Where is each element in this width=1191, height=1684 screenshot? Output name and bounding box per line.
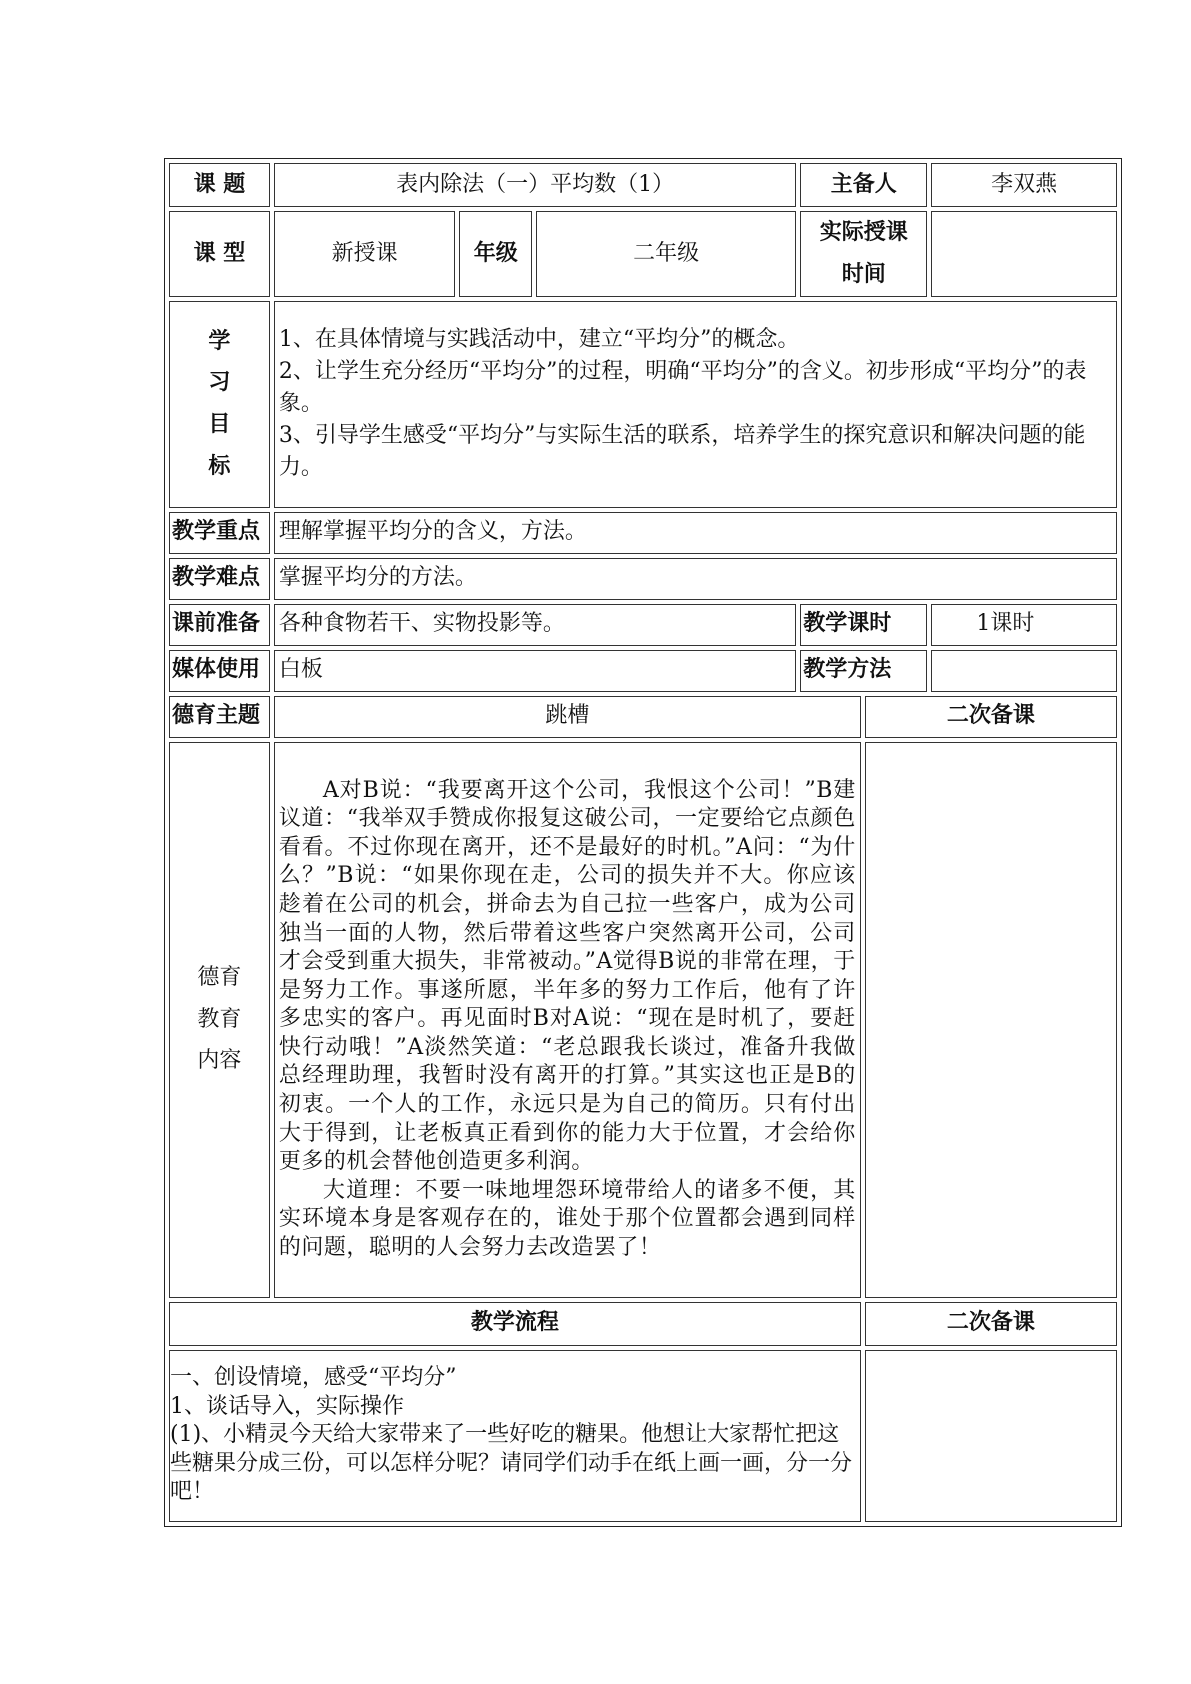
method-label: 教学方法	[800, 650, 927, 692]
objectives-label-char: 学	[208, 328, 231, 354]
moral-theme-value: 跳槽	[274, 696, 861, 738]
moral-second-prep-cell	[865, 742, 1117, 1298]
flow-line: 一、创设情境，感受“平均分”	[170, 1365, 457, 1391]
moral-theme-label: 德育主题	[169, 696, 270, 738]
actual-time-value	[931, 211, 1117, 297]
actual-time-label-line-2: 时间	[841, 261, 886, 287]
objectives-label-char: 习	[208, 370, 231, 396]
actual-time-label-line-1: 实际授课	[819, 220, 908, 245]
key-point-row	[169, 512, 1117, 554]
objective-item: 3、引导学生感受“平均分”与实际生活的联系，培养学生的探究意识和解决问题的能力。	[278, 423, 1086, 480]
moral-content-row	[169, 742, 1117, 1298]
moral-content-label-line: 教育	[197, 1006, 242, 1032]
second-prep-label: 二次备课	[865, 696, 1117, 738]
objectives-content	[274, 301, 1117, 508]
hours-label: 教学课时	[800, 604, 927, 646]
actual-time-label	[800, 211, 927, 297]
flow-content	[169, 1350, 861, 1522]
flow-label: 教学流程	[169, 1302, 861, 1346]
media-row	[169, 650, 1117, 692]
objective-item: 1、在具体情境与实践活动中，建立“平均分”的概念。	[278, 327, 800, 353]
hours-value: 1课时	[931, 604, 1117, 646]
flow-line: (1)、小精灵今天给大家带来了一些好吃的糖果。他想让大家帮忙把这些糖果分成三份，可以怎样分呢？请同学们动手在纸上画一画，分一分吧！	[170, 1422, 853, 1505]
prep-label: 课前准备	[169, 604, 270, 646]
key-point-value: 理解掌握平均分的含义，方法。	[274, 512, 1117, 554]
objectives-label-char: 标	[208, 453, 231, 479]
moral-story	[274, 742, 861, 1298]
moral-content-label	[169, 742, 270, 1298]
moral-story-lesson: 大道理：不要一味地埋怨环境带给人的诸多不便，其实环境本身是客观存在的，谁处于那个位置都会遇到同样的问题，聪明的人会努力去改造罢了！	[278, 1177, 856, 1261]
lesson-plan-table	[164, 158, 1122, 1527]
moral-story-paragraph: A对B说：“我要离开这个公司，我恨这个公司！”B建议道：“我举双手赞成你报复这破公司，一定要给它点颜色看看。不过你现在离开，还不是最好的时机。”A问：“为什么？”B说：“如果你现在走，公司的损失并不大。你应该趁着在公司的机会，拼命去为自己拉一些客户，成为公司独当一面的人物，然后带着这些客户突然离开公司，公司才会受到重大损失，非常被动。”A觉得B说的非常在理，于是努力工作。事遂所愿，半年多的努力工作后，他有了许多忠实的客户。再见面时B对A说：“现在是时机了，要赶快行动哦！”A淡然笑道：“老总跟我长谈过，准备升我做总经理助理，我暂时没有离开的打算。”其实这也正是B的初衷。一个人的工作，永远只是为自己的简历。只有付出大于得到，让老板真正看到你的能力大于位置，才会给你更多的机会替他创造更多利润。	[278, 777, 856, 1175]
difficulty-label: 教学难点	[169, 558, 270, 600]
method-value	[931, 650, 1117, 692]
difficulty-value: 掌握平均分的方法。	[274, 558, 1117, 600]
preparer-label: 主备人	[800, 163, 927, 207]
objectives-row	[169, 301, 1117, 508]
flow-second-prep-label: 二次备课	[865, 1302, 1117, 1346]
type-value: 新授课	[274, 211, 456, 297]
prep-value: 各种食物若干、实物投影等。	[274, 604, 796, 646]
objectives-label-char: 目	[208, 412, 231, 438]
difficulty-row	[169, 558, 1117, 600]
type-row	[169, 211, 1117, 297]
topic-value: 表内除法（一）平均数（1）	[274, 163, 796, 207]
topic-row	[169, 163, 1117, 207]
flow-second-prep-cell	[865, 1350, 1117, 1522]
topic-label: 课 题	[169, 163, 270, 207]
flow-content-row	[169, 1350, 1117, 1522]
grade-value: 二年级	[536, 211, 796, 297]
flow-line: 1、谈话导入，实际操作	[170, 1393, 404, 1419]
type-label: 课 型	[169, 211, 270, 297]
moral-content-label-line: 内容	[197, 1048, 242, 1074]
key-point-label: 教学重点	[169, 512, 270, 554]
objectives-label	[169, 301, 270, 508]
moral-content-label-line: 德育	[197, 964, 242, 990]
flow-header-row	[169, 1302, 1117, 1346]
objective-item: 2、让学生充分经历“平均分”的过程，明确“平均分”的含义。初步形成“平均分”的表象。	[278, 359, 1087, 417]
moral-theme-row	[169, 696, 1117, 738]
preparer-value: 李双燕	[931, 163, 1117, 207]
media-label: 媒体使用	[169, 650, 270, 692]
prep-row	[169, 604, 1117, 646]
grade-label: 年级	[459, 211, 532, 297]
media-value: 白板	[274, 650, 796, 692]
